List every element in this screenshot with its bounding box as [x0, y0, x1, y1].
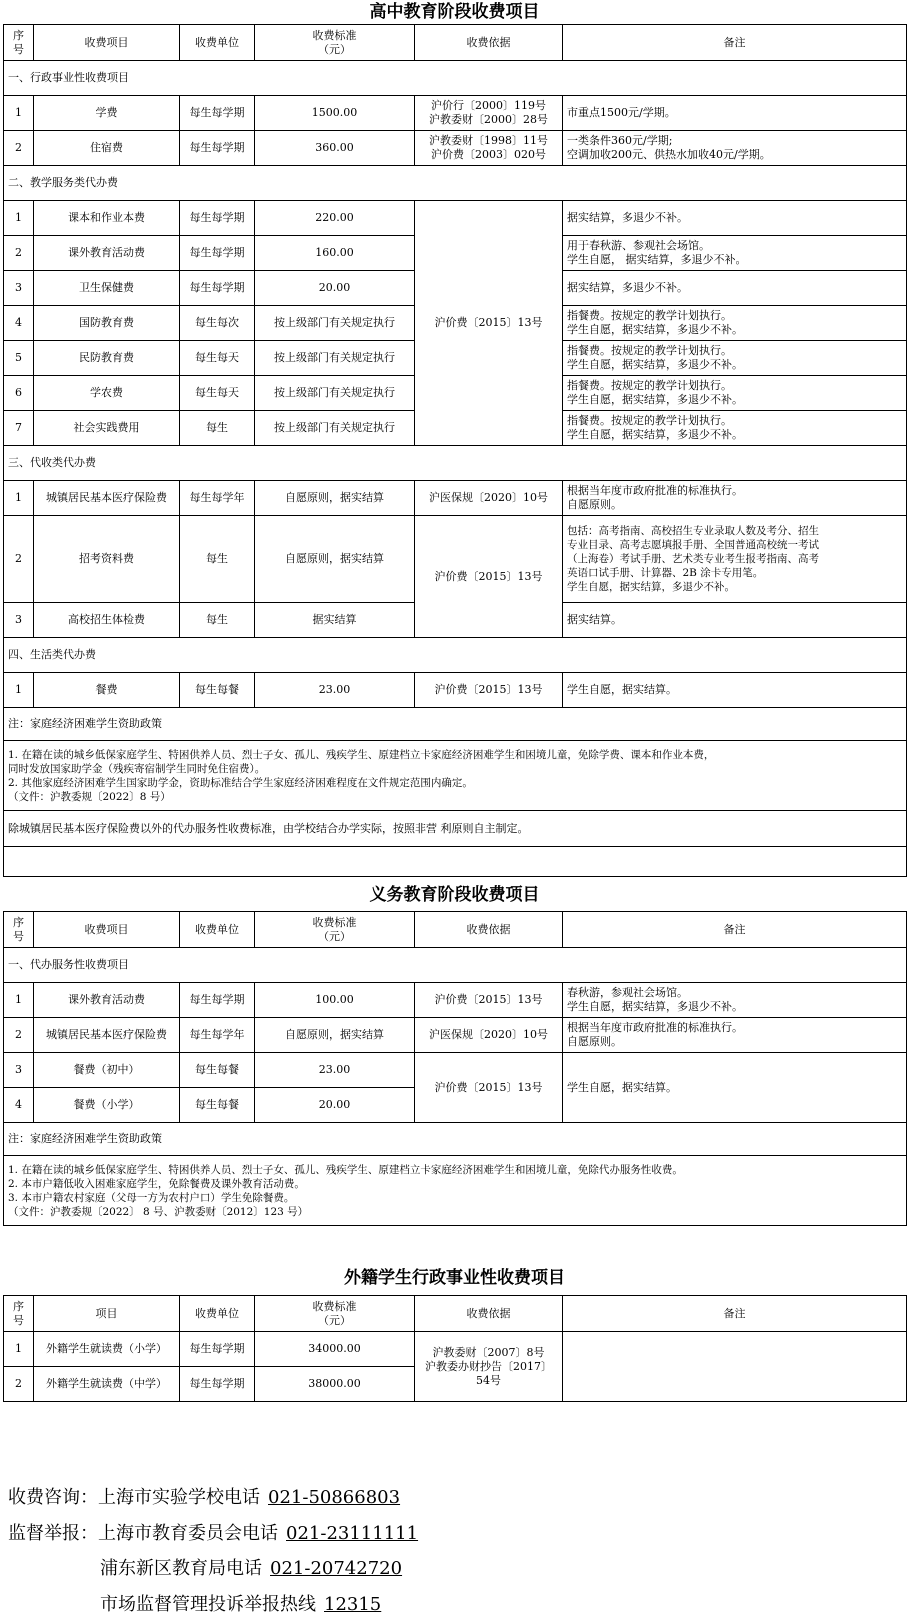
row-standard: 23.00 — [255, 673, 415, 708]
row-standard: 20.00 — [255, 1088, 415, 1123]
row-unit: 每生每学期 — [180, 201, 255, 236]
consult-text: 上海市实验学校电话 — [98, 1487, 260, 1508]
row-note: 一类条件360元/学期; 空调加收200元、供热水加收40元/学期。 — [563, 131, 907, 166]
table-row — [4, 1053, 907, 1088]
row-item: 住宿费 — [34, 131, 180, 166]
row-item: 城镇居民基本医疗保险费 — [34, 481, 180, 516]
section-title: 一、代办服务性收费项目 — [4, 948, 907, 983]
row-unit: 每生 — [180, 516, 255, 603]
row-no: 3 — [4, 1053, 34, 1088]
row-unit: 每生每学年 — [180, 481, 255, 516]
report2-phone: 021-20742720 — [270, 1558, 403, 1579]
row-basis: 沪医保规〔2020〕10号 — [415, 1018, 563, 1053]
row-item: 外籍学生就读费（小学） — [34, 1332, 180, 1367]
row-standard: 自愿原则，据实结算 — [255, 481, 415, 516]
table-row — [4, 983, 907, 1018]
compulsory-title: 义务教育阶段收费项目 — [369, 885, 540, 905]
row-no: 3 — [4, 603, 34, 638]
aid-policy: 1. 在籍在读的城乡低保家庭学生、特困供养人员、烈士子女、孤儿、残疾学生、原建档立卡家庭经济困难学生和困境儿童，免除学费、课本和作业本费， 同时发放国家助学金（残疾寄宿制学生同时免住宿费）。 2. 其他家庭经济困难学生国家助学金，资助标准结合学生家庭经济困难程度在文件规定范围内确定。 （文件：沪教委规〔2022〕8 号） — [4, 741, 907, 811]
row-no: 2 — [4, 1018, 34, 1053]
row-note: 根据当年度市政府批准的标准执行。 自愿原则。 — [563, 1018, 907, 1053]
header-item: 收费项目 — [34, 912, 180, 948]
row-item: 招考资料费 — [34, 516, 180, 603]
row-unit: 每生每天 — [180, 341, 255, 376]
row-item: 课本和作业本费 — [34, 201, 180, 236]
row-standard: 自愿原则，据实结算 — [255, 516, 415, 603]
compulsory-table — [3, 911, 907, 1226]
row-basis: 沪价费〔2015〕13号 — [415, 673, 563, 708]
table-row — [4, 516, 907, 603]
row-item: 课外教育活动费 — [34, 983, 180, 1018]
row-standard: 23.00 — [255, 1053, 415, 1088]
row-standard: 自愿原则，据实结算 — [255, 1018, 415, 1053]
row-no: 6 — [4, 376, 34, 411]
row-no: 3 — [4, 271, 34, 306]
row-basis: 沪价费〔2015〕13号 — [415, 983, 563, 1018]
header-standard: 收费标准 （元） — [255, 912, 415, 948]
row-item: 城镇居民基本医疗保险费 — [34, 1018, 180, 1053]
row-standard: 按上级部门有关规定执行 — [255, 411, 415, 446]
header-item: 收费项目 — [34, 25, 180, 61]
row-note: 春秋游，参观社会场馆。 学生自愿，据实结算，多退少不补。 — [563, 983, 907, 1018]
row-no: 4 — [4, 306, 34, 341]
table-row — [4, 673, 907, 708]
row-no: 2 — [4, 236, 34, 271]
row-item: 外籍学生就读费（中学） — [34, 1367, 180, 1402]
row-unit: 每生每餐 — [180, 1053, 255, 1088]
row-note: 市重点1500元/学期。 — [563, 96, 907, 131]
row-basis: 沪价行〔2000〕119号 沪教委财〔2000〕28号 — [415, 96, 563, 131]
row-unit: 每生每次 — [180, 306, 255, 341]
header-note: 备注 — [563, 912, 907, 948]
row-note: 据实结算，多退少不补。 — [563, 271, 907, 306]
row-note: 指餐费。按规定的教学计划执行。 学生自愿，据实结算，多退少不补。 — [563, 411, 907, 446]
report-label: 监督举报： — [8, 1523, 98, 1544]
row-item: 国防教育费 — [34, 306, 180, 341]
report1-phone: 021-23111111 — [286, 1523, 419, 1544]
table-header-row — [4, 25, 907, 61]
row-note: 根据当年度市政府批准的标准执行。 自愿原则。 — [563, 481, 907, 516]
table-header-row — [4, 912, 907, 948]
row-standard: 220.00 — [255, 201, 415, 236]
row-standard: 34000.00 — [255, 1332, 415, 1367]
row-no: 4 — [4, 1088, 34, 1123]
row-note: 指餐费。按规定的教学计划执行。 学生自愿，据实结算，多退少不补。 — [563, 376, 907, 411]
row-item: 民防教育费 — [34, 341, 180, 376]
row-basis: 沪价费〔2015〕13号 — [415, 1053, 563, 1123]
header-standard: 收费标准 （元） — [255, 1296, 415, 1332]
row-basis: 沪价费〔2015〕13号 — [415, 201, 563, 446]
row-unit: 每生 — [180, 603, 255, 638]
row-item: 学费 — [34, 96, 180, 131]
header-no: 序号 — [4, 912, 34, 948]
header-note: 备注 — [563, 1296, 907, 1332]
header-unit: 收费单位 — [180, 912, 255, 948]
section-title: 三、代收类代办费 — [4, 446, 907, 481]
header-standard: 收费标准 （元） — [255, 25, 415, 61]
blank-row — [4, 847, 907, 877]
row-note: 包括：高考指南、高校招生专业录取人数及考分、招生 专业目录、高考志愿填报手册、全国普通高校统一考试 （上海卷）考试手册、艺术类专业考生报考指南、高考 英语口试手册、计算器、2B 涂卡专用笔。 学生自愿，据实结算，多退少不补。 — [563, 516, 907, 603]
report-line-3 — [8, 1593, 909, 1617]
row-no: 1 — [4, 983, 34, 1018]
row-standard: 20.00 — [255, 271, 415, 306]
row-item: 高校招生体检费 — [34, 603, 180, 638]
row-basis: 沪医保规〔2020〕10号 — [415, 481, 563, 516]
row-unit: 每生每餐 — [180, 673, 255, 708]
row-note: 据实结算，多退少不补。 — [563, 201, 907, 236]
row-note: 学生自愿，据实结算。 — [563, 1053, 907, 1123]
consult-label: 收费咨询： — [8, 1487, 98, 1508]
row-standard: 1500.00 — [255, 96, 415, 131]
header-item: 项目 — [34, 1296, 180, 1332]
row-standard: 100.00 — [255, 983, 415, 1018]
consult-phone: 021-50866803 — [268, 1487, 401, 1508]
section-title: 四、生活类代办费 — [4, 638, 907, 673]
report-line-2 — [8, 1557, 909, 1581]
row-no: 1 — [4, 96, 34, 131]
section-title: 二、教学服务类代办费 — [4, 166, 907, 201]
report-line-1 — [8, 1522, 898, 1546]
row-basis: 沪价费〔2015〕13号 — [415, 516, 563, 638]
row-unit: 每生每学期 — [180, 96, 255, 131]
row-standard: 据实结算 — [255, 603, 415, 638]
table-header-row — [4, 1296, 907, 1332]
row-unit: 每生每学期 — [180, 271, 255, 306]
row-item: 学农费 — [34, 376, 180, 411]
header-basis: 收费依据 — [415, 25, 563, 61]
row-item: 社会实践费用 — [34, 411, 180, 446]
row-unit: 每生 — [180, 411, 255, 446]
row-note: 学生自愿，据实结算。 — [563, 673, 907, 708]
row-standard: 按上级部门有关规定执行 — [255, 306, 415, 341]
high-school-table — [3, 24, 907, 877]
row-unit: 每生每学期 — [180, 131, 255, 166]
row-unit: 每生每学期 — [180, 1367, 255, 1402]
row-no: 1 — [4, 673, 34, 708]
row-note — [563, 1332, 907, 1402]
row-no: 5 — [4, 341, 34, 376]
foreign-title: 外籍学生行政事业性收费项目 — [344, 1268, 565, 1288]
consult-line — [8, 1486, 898, 1510]
row-unit: 每生每学期 — [180, 983, 255, 1018]
row-unit: 每生每天 — [180, 376, 255, 411]
foreign-table — [3, 1295, 907, 1402]
row-basis: 沪教委财〔1998〕11号 沪价费〔2003〕020号 — [415, 131, 563, 166]
row-no: 2 — [4, 516, 34, 603]
table-row — [4, 481, 907, 516]
header-basis: 收费依据 — [415, 912, 563, 948]
row-item: 餐费（初中） — [34, 1053, 180, 1088]
header-unit: 收费单位 — [180, 1296, 255, 1332]
row-item: 卫生保健费 — [34, 271, 180, 306]
report2-text: 浦东新区教育局电话 — [100, 1558, 262, 1579]
table-row — [4, 96, 907, 131]
high-school-title: 高中教育阶段收费项目 — [369, 2, 540, 22]
footer-note: 除城镇居民基本医疗保险费以外的代办服务性收费标准，由学校结合办学实际，按照非营 利原则自主制定。 — [4, 811, 907, 847]
aid-policy: 1. 在籍在读的城乡低保家庭学生、特困供养人员、烈士子女、孤儿、残疾学生、原建档立卡家庭经济困难学生和困境儿童，免除代办服务性收费。 2. 本市户籍低收入困难家庭学生，免除餐费及课外教育活动费。 3. 本市户籍农村家庭（父母一方为农村户口）学生免除餐费。 （文件：沪教委规〔2022〕 8 号、沪教委财〔2012〕123 号） — [4, 1156, 907, 1226]
header-unit: 收费单位 — [180, 25, 255, 61]
table-row — [4, 1332, 907, 1367]
row-item: 餐费（小学） — [34, 1088, 180, 1123]
row-no: 1 — [4, 481, 34, 516]
row-no: 2 — [4, 1367, 34, 1402]
report3-phone: 12315 — [324, 1594, 382, 1615]
row-unit: 每生每学期 — [180, 1332, 255, 1367]
row-note: 指餐费。按规定的教学计划执行。 学生自愿，据实结算，多退少不补。 — [563, 306, 907, 341]
row-basis: 沪教委财〔2007〕8号 沪教委办财抄告〔2017〕 54号 — [415, 1332, 563, 1402]
row-unit: 每生每餐 — [180, 1088, 255, 1123]
report3-text: 市场监督管理投诉举报热线 — [100, 1594, 316, 1615]
table-row — [4, 1018, 907, 1053]
row-unit: 每生每学期 — [180, 236, 255, 271]
row-note: 指餐费。按规定的教学计划执行。 学生自愿，据实结算，多退少不补。 — [563, 341, 907, 376]
row-standard: 38000.00 — [255, 1367, 415, 1402]
section-title: 一、行政事业性收费项目 — [4, 61, 907, 96]
header-note: 备注 — [563, 25, 907, 61]
report1-text: 上海市教育委员会电话 — [98, 1523, 278, 1544]
row-standard: 360.00 — [255, 131, 415, 166]
row-standard: 160.00 — [255, 236, 415, 271]
row-no: 1 — [4, 201, 34, 236]
row-no: 2 — [4, 131, 34, 166]
row-no: 1 — [4, 1332, 34, 1367]
row-standard: 按上级部门有关规定执行 — [255, 376, 415, 411]
row-standard: 按上级部门有关规定执行 — [255, 341, 415, 376]
header-basis: 收费依据 — [415, 1296, 563, 1332]
row-note: 据实结算。 — [563, 603, 907, 638]
row-note: 用于春秋游、参观社会场馆。 学生自愿， 据实结算，多退少不补。 — [563, 236, 907, 271]
row-item: 餐费 — [34, 673, 180, 708]
header-no: 序号 — [4, 1296, 34, 1332]
row-item: 课外教育活动费 — [34, 236, 180, 271]
aid-title: 注：家庭经济困难学生资助政策 — [4, 1123, 907, 1156]
aid-title: 注：家庭经济困难学生资助政策 — [4, 708, 907, 741]
row-unit: 每生每学年 — [180, 1018, 255, 1053]
row-no: 7 — [4, 411, 34, 446]
table-row — [4, 131, 907, 166]
table-row — [4, 201, 907, 236]
header-no: 序号 — [4, 25, 34, 61]
